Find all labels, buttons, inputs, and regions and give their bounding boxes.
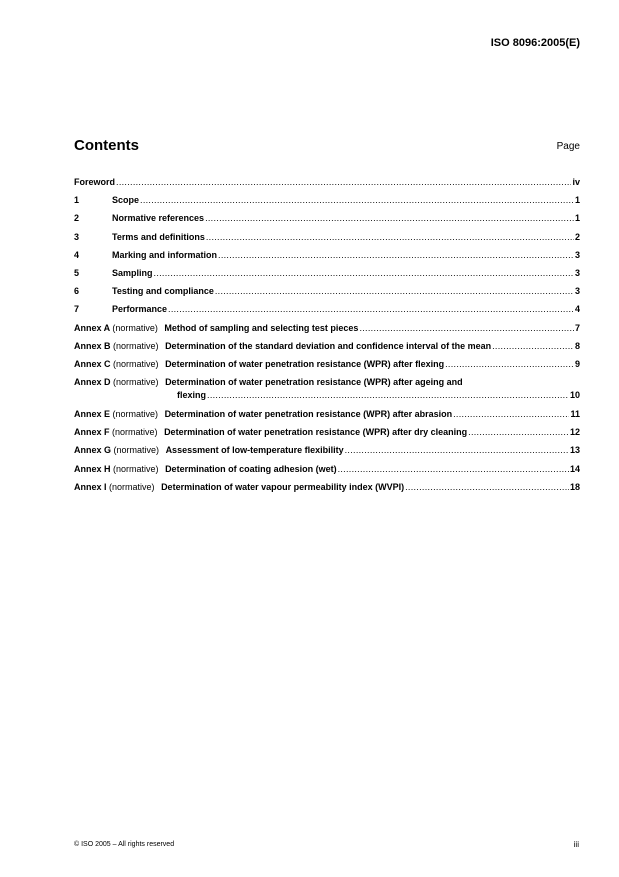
dot-leader [206, 232, 574, 242]
annex-heading [74, 427, 467, 437]
annex-heading [74, 482, 404, 492]
annex-heading [74, 359, 444, 369]
copyright-notice: © ISO 2005 – All rights reserved [74, 841, 175, 848]
annex-letter: Annex C [74, 358, 111, 369]
toc-entry-clause-4[interactable] [74, 250, 580, 268]
toc-entry-annex-f[interactable] [74, 427, 580, 445]
annex-letter: Annex F [74, 427, 110, 438]
toc-entry-annex-c[interactable] [74, 359, 580, 377]
toc-entry-annex-d[interactable] [74, 377, 580, 409]
annex-status: (normative) [109, 481, 155, 492]
dot-leader [215, 286, 574, 296]
annex-heading [74, 341, 491, 351]
toc-entry-clause-5[interactable] [74, 268, 580, 286]
toc-entry-label: Performance [112, 304, 168, 315]
annex-letter: Annex A [74, 322, 110, 333]
toc-entry-clause-3[interactable] [74, 232, 580, 250]
toc-entry-page: 3 [574, 249, 580, 260]
toc-entry-page: 13 [569, 445, 580, 456]
annex-letter: Annex B [74, 340, 111, 351]
table-of-contents [74, 177, 580, 500]
toc-entry-annex-g[interactable] [74, 445, 580, 463]
annex-heading [74, 409, 452, 419]
annex-letter: Annex G [74, 445, 112, 456]
toc-entry-annex-b[interactable] [74, 341, 580, 359]
annex-title: Determination of water penetration resistance (WPR) after dry cleaning [164, 427, 468, 438]
annex-letter: Annex H [74, 463, 111, 474]
toc-entry-annex-h[interactable] [74, 464, 580, 482]
toc-entry-label: Testing and compliance [112, 286, 214, 297]
toc-entry-page: 18 [569, 481, 580, 492]
toc-entry-page: 8 [574, 340, 580, 351]
annex-title: Determination of water penetration resistance (WPR) after ageing and [165, 377, 463, 388]
toc-entry-clause-6[interactable] [74, 286, 580, 304]
annex-title: Determination of water vapour permeability index (WVPI) [161, 481, 405, 492]
annex-status: (normative) [113, 445, 160, 456]
toc-entry-page: 3 [574, 286, 580, 297]
dot-leader [453, 409, 569, 419]
dot-leader [445, 359, 574, 369]
annex-title: Determination of water penetration resistance (WPR) after abrasion [164, 409, 453, 420]
dot-leader [492, 341, 574, 351]
annex-title-continued: flexing [177, 390, 207, 401]
annex-title: Method of sampling and selecting test pieces [164, 322, 359, 333]
dot-leader [405, 482, 569, 492]
toc-entry-foreword[interactable] [74, 177, 580, 195]
clause-number: 1 [74, 195, 80, 206]
toc-entry-page: 11 [570, 409, 580, 420]
toc-entry-label: Marking and information [112, 249, 218, 260]
toc-entry-label: Scope [112, 195, 140, 206]
annex-status: (normative) [113, 340, 159, 351]
dot-leader [338, 464, 569, 474]
toc-entry-page: 1 [574, 213, 580, 224]
dot-leader [218, 250, 574, 260]
toc-entry-page: 4 [574, 304, 580, 315]
toc-entry-label: Terms and definitions [112, 231, 205, 242]
annex-status: (normative) [113, 463, 159, 474]
annex-status: (normative) [112, 322, 158, 333]
page-column-label: Page [556, 141, 580, 152]
toc-entry-annex-e[interactable] [74, 409, 580, 427]
dot-leader [207, 390, 569, 400]
clause-number: 2 [74, 213, 80, 224]
toc-entry-clause-1[interactable] [74, 195, 580, 213]
toc-entry-page: iv [572, 177, 580, 187]
clause-number: 7 [74, 304, 80, 315]
toc-entry-annex-a[interactable] [74, 323, 580, 341]
annex-heading [74, 377, 463, 387]
annex-letter: Annex E [74, 409, 111, 420]
annex-status: (normative) [112, 427, 158, 438]
toc-entry-page: 14 [569, 463, 580, 474]
dot-leader [154, 268, 574, 278]
toc-entry-label: Foreword [74, 177, 116, 187]
annex-title: Determination of the standard deviation and confidence interval of the mean [165, 340, 492, 351]
dot-leader [168, 304, 574, 314]
dot-leader [468, 427, 569, 437]
clause-number: 6 [74, 286, 80, 297]
annex-status: (normative) [113, 358, 159, 369]
dot-leader [345, 445, 569, 455]
toc-entry-page: 10 [569, 390, 580, 401]
toc-entry-page: 9 [574, 358, 580, 369]
annex-title: Assessment of low-temperature flexibility [165, 445, 344, 456]
toc-entry-page: 12 [569, 427, 580, 438]
clause-number: 3 [74, 231, 80, 242]
toc-entry-label: Sampling [112, 267, 153, 278]
annex-heading [74, 445, 344, 455]
dot-leader [140, 195, 574, 205]
toc-entry-clause-7[interactable] [74, 304, 580, 322]
clause-number: 5 [74, 267, 80, 278]
page-number: iii [573, 840, 579, 849]
toc-entry-page: 1 [574, 195, 580, 206]
toc-entry-annex-i[interactable] [74, 482, 580, 500]
annex-status: (normative) [113, 377, 159, 388]
annex-letter: Annex I [74, 481, 107, 492]
annex-title: Determination of coating adhesion (wet) [165, 463, 337, 474]
toc-entry-clause-2[interactable] [74, 213, 580, 231]
annex-letter: Annex D [74, 377, 111, 388]
annex-status: (normative) [112, 409, 159, 420]
dot-leader [359, 323, 574, 333]
standard-reference: ISO 8096:2005(E) [490, 37, 580, 49]
annex-heading [74, 464, 337, 474]
toc-entry-page: 3 [574, 267, 580, 278]
dot-leader [116, 177, 571, 187]
toc-entry-page: 2 [574, 231, 580, 242]
toc-entry-page: 7 [574, 322, 580, 333]
dot-leader [205, 213, 574, 223]
toc-entry-label: Normative references [112, 213, 205, 224]
clause-number: 4 [74, 249, 80, 260]
annex-title: Determination of water penetration resistance (WPR) after flexing [165, 358, 445, 369]
contents-heading: Contents [74, 137, 139, 154]
annex-heading [74, 323, 358, 333]
